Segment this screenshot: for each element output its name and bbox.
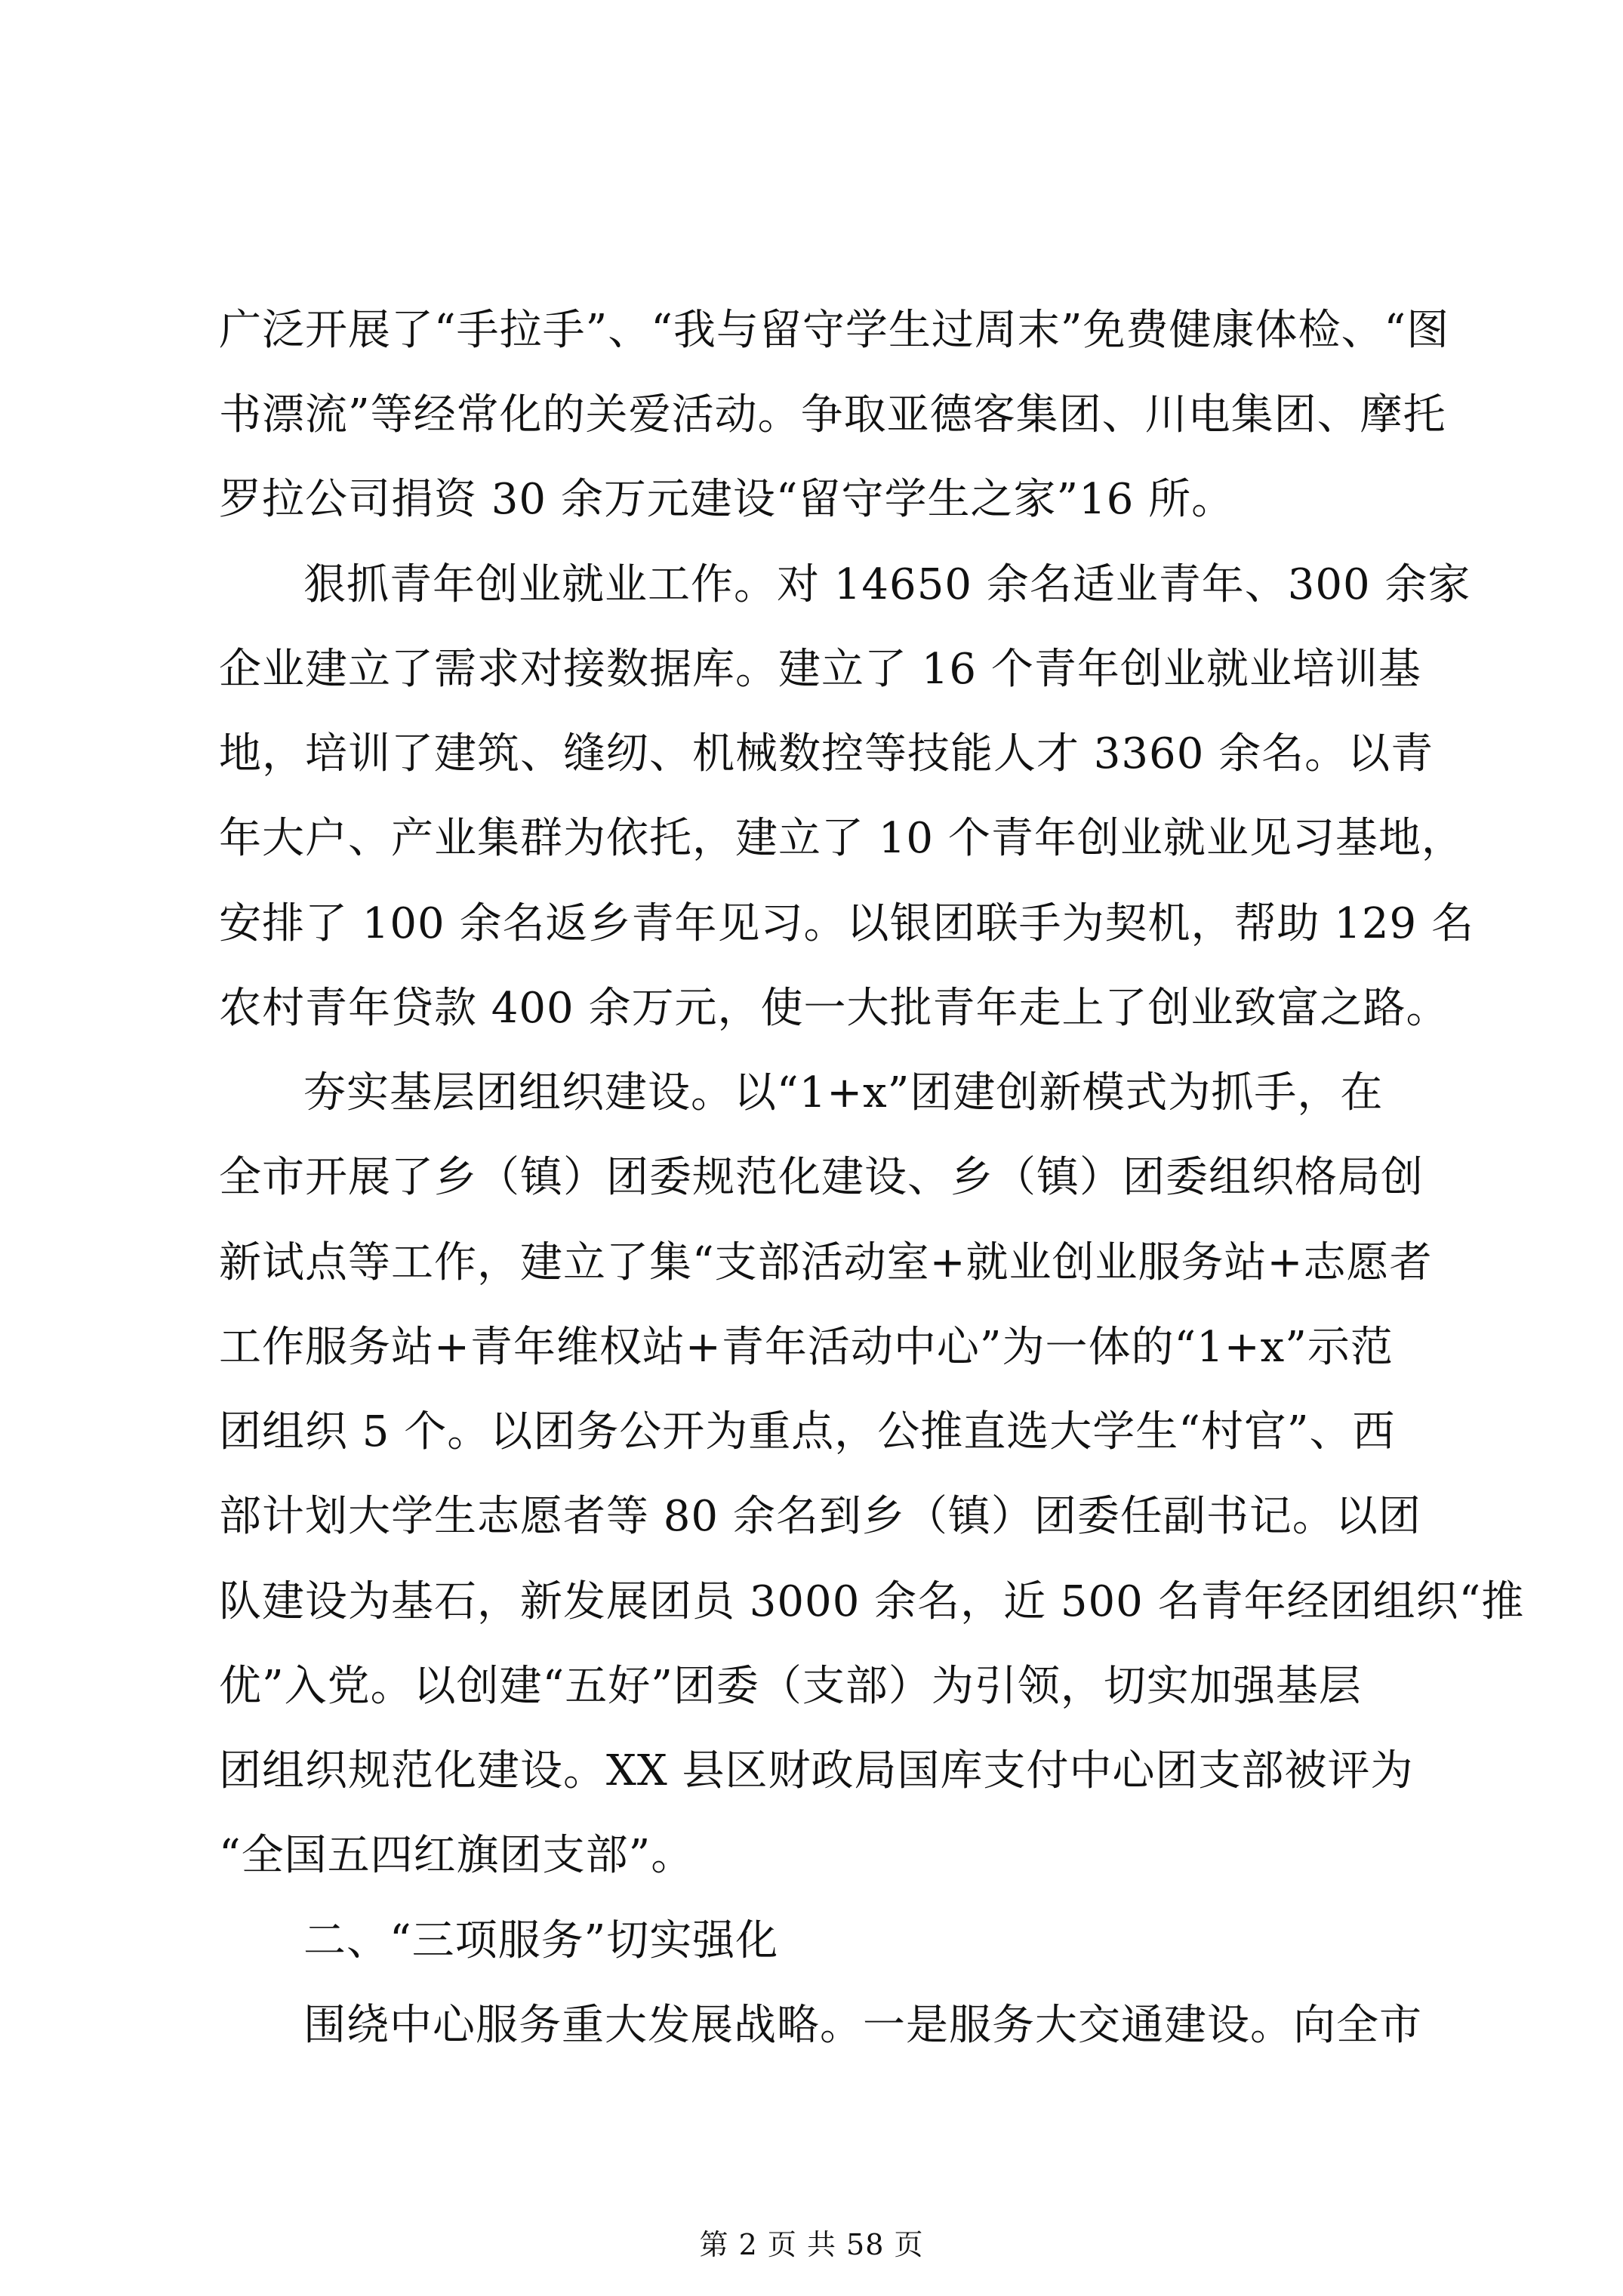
text-line-6: 地，培训了建筑、缝纫、机械数控等技能人才 3360 余名。以青 — [219, 729, 1434, 778]
text-line-9: 农村青年贷款 400 余万元，使一大批青年走上了创业致富之路。 — [219, 984, 1449, 1033]
text-line-8: 安排了 100 余名返乡青年见习。以银团联手为契机，帮助 129 名 — [219, 899, 1474, 948]
text-line-12: 新试点等工作，建立了集“支部活动室+就业创业服务站+志愿者 — [219, 1238, 1433, 1287]
text-line-7: 年大户、产业集群为依托，建立了 10 个青年创业就业见习基地， — [219, 814, 1464, 863]
text-line-13: 工作服务站+青年维权站+青年活动中心”为一体的“1+x”示范 — [219, 1323, 1394, 1372]
text-line-2: 书漂流”等经常化的关爱活动。争取亚德客集团、川电集团、摩托 — [219, 390, 1446, 439]
text-line-11: 全市开展了乡（镇）团委规范化建设、乡（镇）团委组织格局创 — [219, 1153, 1424, 1202]
text-line-14: 团组织 5 个。以团务公开为重点，公推直选大学生“村官”、西 — [219, 1407, 1396, 1456]
text-line-17: 优”入党。以创建“五好”团委（支部）为引领，切实加强基层 — [219, 1662, 1362, 1711]
section-heading: 二、“三项服务”切实强化 — [303, 1916, 779, 1965]
text-line-5: 企业建立了需求对接数据库。建立了 16 个青年创业就业培训基 — [219, 645, 1421, 694]
page-footer: 第 2 页 共 58 页 — [699, 2228, 924, 2261]
text-line-21: 围绕中心服务重大发展战略。一是服务大交通建设。向全市 — [303, 2001, 1422, 2050]
text-line-10: 夯实基层团组织建设。以“1+x”团建创新模式为抓手，在 — [303, 1068, 1384, 1117]
text-line-15: 部计划大学生志愿者等 80 余名到乡（镇）团委任副书记。以团 — [219, 1492, 1421, 1541]
text-line-4: 狠抓青年创业就业工作。对 14650 余名适业青年、300 余家 — [303, 560, 1471, 609]
text-line-19: “全国五四红旗团支部”。 — [219, 1831, 694, 1880]
text-line-16: 队建设为基石，新发展团员 3000 余名，近 500 名青年经团组织“推 — [219, 1577, 1525, 1626]
text-line-3: 罗拉公司捐资 30 余万元建设“留守学生之家”16 所。 — [219, 475, 1235, 524]
text-line-1: 广泛开展了“手拉手”、“我与留守学生过周末”免费健康体检、“图 — [219, 306, 1450, 355]
text-line-18: 团组织规范化建设。XX 县区财政局国库支付中心团支部被评为 — [219, 1746, 1414, 1795]
